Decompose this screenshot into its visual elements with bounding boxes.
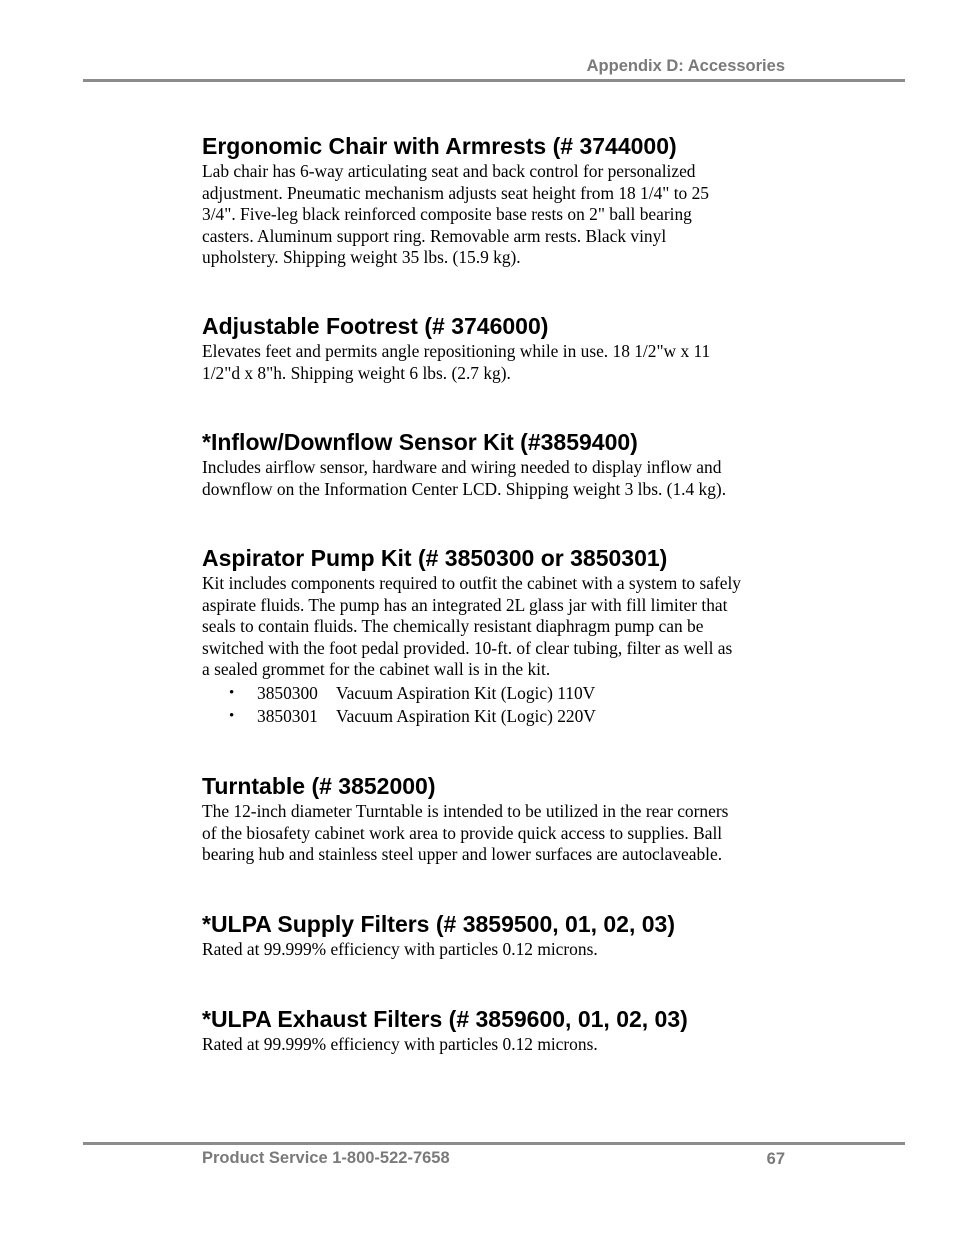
body-line: bearing hub and stainless steel upper and lower surfaces are autoclaveable. bbox=[202, 844, 723, 865]
body-line: of the biosafety cabinet work area to provide quick access to supplies. Ball bbox=[202, 822, 723, 843]
section-body bbox=[202, 341, 792, 384]
body-line: a sealed grommet for the cabinet wall is in the kit. bbox=[202, 659, 551, 680]
kit-code: 3850300 bbox=[257, 682, 318, 703]
footer-rule bbox=[83, 1142, 905, 1145]
body-line: The 12-inch diameter Turntable is intended to be utilized in the rear corners bbox=[202, 801, 729, 821]
body-line: Rated at 99.999% efficiency with particles 0.12 microns. bbox=[202, 939, 598, 959]
body-line: downflow on the Information Center LCD. Shipping weight 3 lbs. (1.4 kg). bbox=[202, 478, 727, 499]
body-line: aspirate fluids. The pump has an integrated 2L glass jar with fill limiter that bbox=[202, 594, 728, 615]
body-line: casters. Aluminum support ring. Removable arm rests. Black vinyl bbox=[202, 225, 667, 246]
section-heading: *ULPA Supply Filters (# 3859500, 01, 02, 03) bbox=[202, 911, 675, 937]
section-body bbox=[202, 457, 792, 500]
kit-code: 3850301 bbox=[257, 705, 318, 726]
section-heading: *ULPA Exhaust Filters (# 3859600, 01, 02, 03) bbox=[202, 1006, 688, 1032]
kit-list bbox=[202, 682, 792, 728]
body-line: adjustment. Pneumatic mechanism adjusts seat height from 18 1/4" to 25 bbox=[202, 182, 709, 203]
body-line: switched with the foot pedal provided. 10-ft. of clear tubing, filter as well as bbox=[202, 637, 733, 658]
section-adjustable-footrest bbox=[202, 311, 792, 384]
product-service-phone: Product Service 1-800-522-7658 bbox=[202, 1149, 450, 1167]
section-ulpa-supply-filters bbox=[202, 909, 792, 961]
section-body bbox=[202, 801, 792, 866]
body-line: Rated at 99.999% efficiency with particles 0.12 microns. bbox=[202, 1034, 598, 1054]
body-line: Elevates feet and permits angle repositioning while in use. 18 1/2"w x 11 bbox=[202, 341, 711, 361]
section-body bbox=[202, 161, 792, 269]
section-sensor-kit bbox=[202, 427, 792, 500]
section-heading: Aspirator Pump Kit (# 3850300 or 3850301) bbox=[202, 545, 668, 571]
running-header: Appendix D: Accessories bbox=[586, 57, 785, 75]
section-ergonomic-chair bbox=[202, 131, 792, 269]
section-turntable bbox=[202, 771, 792, 866]
section-heading: Ergonomic Chair with Armrests (# 3744000) bbox=[202, 133, 677, 159]
page-number: 67 bbox=[766, 1150, 785, 1168]
body-line: 1/2"d x 8"h. Shipping weight 6 lbs. (2.7 kg). bbox=[202, 362, 511, 383]
section-heading: Adjustable Footrest (# 3746000) bbox=[202, 313, 549, 339]
body-line: seals to contain fluids. The chemically resistant diaphragm pump can be bbox=[202, 616, 704, 637]
section-body bbox=[202, 1034, 792, 1056]
body-line: 3/4". Five-leg black reinforced composite base rests on 2" ball bearing bbox=[202, 204, 692, 225]
kit-description: Vacuum Aspiration Kit (Logic) 220V bbox=[336, 705, 596, 726]
section-body bbox=[202, 939, 792, 961]
section-heading: *Inflow/Downflow Sensor Kit (#3859400) bbox=[202, 429, 638, 455]
body-line: Includes airflow sensor, hardware and wiring needed to display inflow and bbox=[202, 457, 722, 477]
section-heading: Turntable (# 3852000) bbox=[202, 773, 436, 799]
body-line: Lab chair has 6-way articulating seat and back control for personalized bbox=[202, 161, 696, 181]
kit-description: Vacuum Aspiration Kit (Logic) 110V bbox=[336, 682, 596, 703]
section-aspirator-pump-kit bbox=[202, 543, 792, 728]
body-line: upholstery. Shipping weight 35 lbs. (15.9 kg). bbox=[202, 247, 521, 268]
section-body bbox=[202, 573, 792, 681]
section-ulpa-exhaust-filters bbox=[202, 1004, 792, 1056]
list-item bbox=[202, 705, 792, 728]
bullet-icon: • bbox=[229, 707, 235, 724]
header-rule bbox=[83, 79, 905, 82]
list-item bbox=[202, 682, 792, 705]
bullet-icon: • bbox=[229, 684, 235, 701]
body-line: Kit includes components required to outfit the cabinet with a system to safely bbox=[202, 573, 741, 593]
